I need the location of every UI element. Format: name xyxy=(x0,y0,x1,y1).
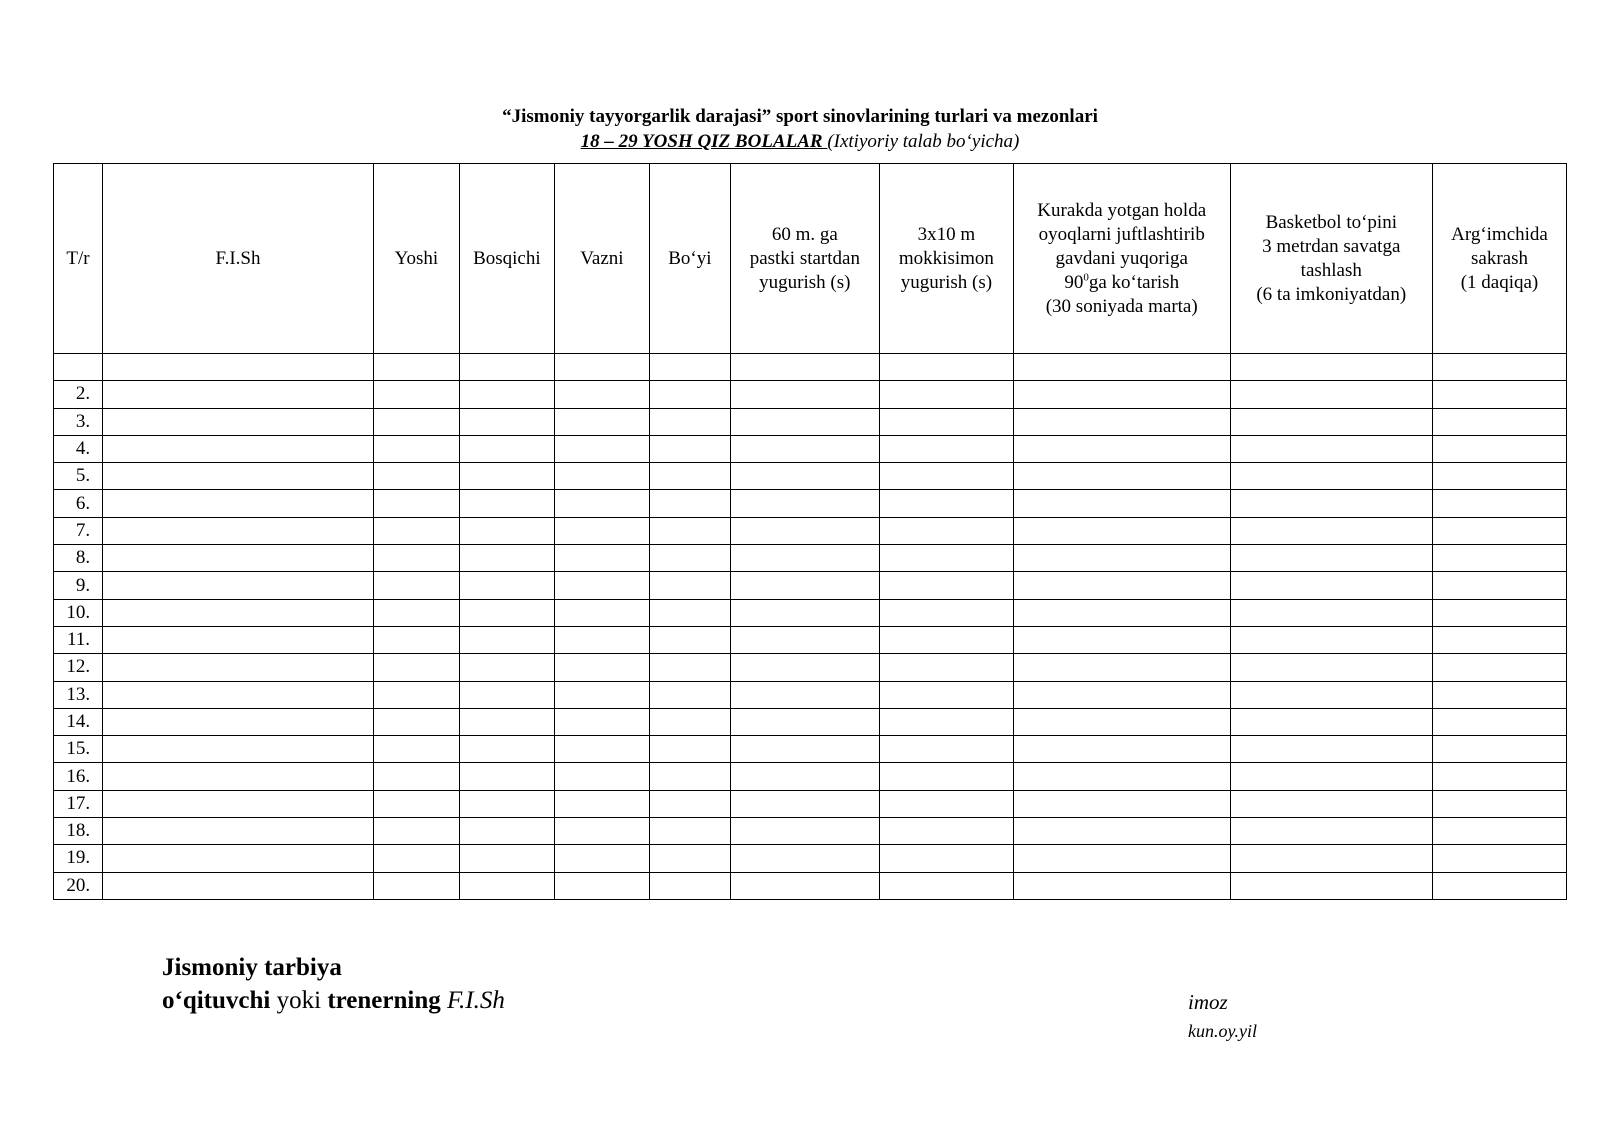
signature-label: imoz xyxy=(1188,990,1228,1014)
entry-cell[interactable] xyxy=(649,490,730,517)
entry-cell[interactable] xyxy=(373,708,459,735)
entry-cell[interactable] xyxy=(879,463,1013,490)
row-number: 16. xyxy=(54,763,103,790)
results-table xyxy=(53,163,1567,900)
entry-cell[interactable] xyxy=(879,708,1013,735)
table-row xyxy=(54,681,1567,708)
entry-cell[interactable] xyxy=(554,381,649,408)
header-sit-ups xyxy=(1013,164,1230,354)
entry-cell[interactable] xyxy=(649,381,730,408)
entry-cell[interactable] xyxy=(103,517,374,544)
entry-cell[interactable] xyxy=(373,845,459,872)
entry-cell[interactable] xyxy=(1013,654,1230,681)
entry-cell[interactable] xyxy=(1432,545,1566,572)
table-body xyxy=(54,354,1567,900)
entry-cell[interactable] xyxy=(1432,490,1566,517)
header-row xyxy=(54,164,1567,354)
entry-cell[interactable] xyxy=(1230,408,1432,435)
entry-cell[interactable] xyxy=(1432,517,1566,544)
entry-cell[interactable] xyxy=(1432,381,1566,408)
entry-cell[interactable] xyxy=(1230,517,1432,544)
entry-cell[interactable] xyxy=(459,872,554,899)
row-number: 4. xyxy=(54,435,103,462)
entry-cell[interactable] xyxy=(1432,435,1566,462)
row-number: 11. xyxy=(54,626,103,653)
entry-cell[interactable] xyxy=(1013,572,1230,599)
entry-cell[interactable] xyxy=(1432,736,1566,763)
row-number xyxy=(54,354,103,381)
table-row xyxy=(54,354,1567,381)
entry-cell[interactable] xyxy=(1230,545,1432,572)
degree-superscript: 0 xyxy=(1083,271,1089,284)
header-line: Arg‘imchida xyxy=(1451,223,1548,245)
entry-cell[interactable] xyxy=(459,381,554,408)
entry-cell[interactable] xyxy=(1432,354,1566,381)
entry-cell[interactable] xyxy=(554,463,649,490)
entry-cell[interactable] xyxy=(103,790,374,817)
entry-cell[interactable] xyxy=(1432,845,1566,872)
table-row xyxy=(54,381,1567,408)
entry-cell[interactable] xyxy=(649,435,730,462)
entry-cell[interactable] xyxy=(649,408,730,435)
entry-cell[interactable] xyxy=(103,435,374,462)
header-line: (1 daqiqa) xyxy=(1460,271,1539,293)
entry-cell[interactable] xyxy=(1230,599,1432,626)
entry-cell[interactable] xyxy=(103,463,374,490)
document-subtitle xyxy=(0,130,1600,154)
entry-cell[interactable] xyxy=(879,626,1013,653)
header-line-text: ga ko‘tarish xyxy=(1088,271,1180,293)
entry-cell[interactable] xyxy=(879,872,1013,899)
entry-cell[interactable] xyxy=(879,763,1013,790)
row-number: 2. xyxy=(54,381,103,408)
entry-cell[interactable] xyxy=(373,354,459,381)
table-row xyxy=(54,517,1567,544)
header-line: 3x10 m xyxy=(917,223,976,245)
entry-cell[interactable] xyxy=(649,736,730,763)
row-number: 8. xyxy=(54,545,103,572)
header-height: Bo‘yi xyxy=(649,164,730,354)
entry-cell[interactable] xyxy=(649,572,730,599)
entry-cell[interactable] xyxy=(1432,708,1566,735)
entry-cell[interactable] xyxy=(554,736,649,763)
header-line: 3 metrdan savatga xyxy=(1262,235,1401,257)
table-row xyxy=(54,599,1567,626)
entry-cell[interactable] xyxy=(554,599,649,626)
entry-cell[interactable] xyxy=(879,845,1013,872)
entry-cell[interactable] xyxy=(459,626,554,653)
entry-cell[interactable] xyxy=(649,708,730,735)
entry-cell[interactable] xyxy=(554,490,649,517)
entry-cell[interactable] xyxy=(879,381,1013,408)
entry-cell[interactable] xyxy=(649,463,730,490)
row-number: 15. xyxy=(54,736,103,763)
entry-cell[interactable] xyxy=(649,654,730,681)
entry-cell[interactable] xyxy=(103,599,374,626)
entry-cell[interactable] xyxy=(1230,381,1432,408)
entry-cell[interactable] xyxy=(103,545,374,572)
row-number: 17. xyxy=(54,790,103,817)
entry-cell[interactable] xyxy=(459,736,554,763)
entry-cell[interactable] xyxy=(554,354,649,381)
entry-cell[interactable] xyxy=(730,408,879,435)
signatory-block xyxy=(162,951,505,1017)
entry-cell[interactable] xyxy=(103,381,374,408)
header-line: oyoqlarni juftlashtirib xyxy=(1038,223,1205,245)
table-row xyxy=(54,763,1567,790)
table-row xyxy=(54,845,1567,872)
entry-cell[interactable] xyxy=(373,790,459,817)
entry-cell[interactable] xyxy=(373,736,459,763)
entry-cell[interactable] xyxy=(730,845,879,872)
entry-cell[interactable] xyxy=(649,681,730,708)
entry-cell[interactable] xyxy=(373,490,459,517)
entry-cell[interactable] xyxy=(1230,681,1432,708)
entry-cell[interactable] xyxy=(103,490,374,517)
entry-cell[interactable] xyxy=(1230,790,1432,817)
signatory-line-2 xyxy=(162,984,505,1017)
table-row xyxy=(54,572,1567,599)
row-number: 10. xyxy=(54,599,103,626)
entry-cell[interactable] xyxy=(730,572,879,599)
entry-cell[interactable] xyxy=(1013,517,1230,544)
entry-cell[interactable] xyxy=(1013,790,1230,817)
header-line: sakrash xyxy=(1471,247,1528,269)
header-line: tashlash xyxy=(1300,259,1362,281)
entry-cell[interactable] xyxy=(649,872,730,899)
degree-value: 90 xyxy=(1064,271,1084,293)
entry-cell[interactable] xyxy=(373,381,459,408)
entry-cell[interactable] xyxy=(649,517,730,544)
entry-cell[interactable] xyxy=(730,872,879,899)
entry-cell[interactable] xyxy=(1230,626,1432,653)
entry-cell[interactable] xyxy=(103,845,374,872)
entry-cell[interactable] xyxy=(730,654,879,681)
entry-cell[interactable] xyxy=(1432,463,1566,490)
entry-cell[interactable] xyxy=(103,872,374,899)
table-row xyxy=(54,736,1567,763)
entry-cell[interactable] xyxy=(649,354,730,381)
entry-cell[interactable] xyxy=(373,517,459,544)
entry-cell[interactable] xyxy=(373,626,459,653)
entry-cell[interactable] xyxy=(730,354,879,381)
header-age: Yoshi xyxy=(373,164,459,354)
entry-cell[interactable] xyxy=(554,790,649,817)
entry-cell[interactable] xyxy=(730,490,879,517)
entry-cell[interactable] xyxy=(879,681,1013,708)
entry-cell[interactable] xyxy=(879,736,1013,763)
entry-cell[interactable] xyxy=(459,654,554,681)
row-number: 7. xyxy=(54,517,103,544)
entry-cell[interactable] xyxy=(554,845,649,872)
entry-cell[interactable] xyxy=(730,463,879,490)
entry-cell[interactable] xyxy=(1432,599,1566,626)
header-number: T/r xyxy=(54,164,103,354)
header-line: (6 ta imkoniyatdan) xyxy=(1256,283,1407,305)
entry-cell[interactable] xyxy=(459,354,554,381)
entry-cell[interactable] xyxy=(459,599,554,626)
entry-cell[interactable] xyxy=(1013,463,1230,490)
row-number: 20. xyxy=(54,872,103,899)
entry-cell[interactable] xyxy=(103,408,374,435)
entry-cell[interactable] xyxy=(1013,626,1230,653)
entry-cell[interactable] xyxy=(1432,818,1566,845)
entry-cell[interactable] xyxy=(1013,872,1230,899)
entry-cell[interactable] xyxy=(1230,654,1432,681)
entry-cell[interactable] xyxy=(1013,381,1230,408)
header-line: (30 soniyada marta) xyxy=(1045,295,1198,317)
header-name: F.I.Sh xyxy=(103,164,374,354)
row-number: 3. xyxy=(54,408,103,435)
entry-cell[interactable] xyxy=(879,354,1013,381)
table-row xyxy=(54,654,1567,681)
entry-cell[interactable] xyxy=(554,572,649,599)
table-row xyxy=(54,708,1567,735)
entry-cell[interactable] xyxy=(373,818,459,845)
entry-cell[interactable] xyxy=(373,408,459,435)
entry-cell[interactable] xyxy=(730,818,879,845)
table-row xyxy=(54,545,1567,572)
entry-cell[interactable] xyxy=(649,845,730,872)
entry-cell[interactable] xyxy=(459,545,554,572)
header-stage: Bosqichi xyxy=(459,164,554,354)
entry-cell[interactable] xyxy=(459,435,554,462)
entry-cell[interactable] xyxy=(103,708,374,735)
entry-cell[interactable] xyxy=(730,790,879,817)
header-shuttle-run xyxy=(879,164,1013,354)
entry-cell[interactable] xyxy=(554,517,649,544)
entry-cell[interactable] xyxy=(103,572,374,599)
entry-cell[interactable] xyxy=(373,872,459,899)
entry-cell[interactable] xyxy=(730,681,879,708)
entry-cell[interactable] xyxy=(879,545,1013,572)
entry-cell[interactable] xyxy=(1230,490,1432,517)
entry-cell[interactable] xyxy=(103,681,374,708)
entry-cell[interactable] xyxy=(649,599,730,626)
entry-cell[interactable] xyxy=(1013,736,1230,763)
entry-cell[interactable] xyxy=(1230,354,1432,381)
header-line: 60 m. ga xyxy=(771,223,838,245)
header-basketball xyxy=(1230,164,1432,354)
header-line: yugurish (s) xyxy=(900,271,993,293)
entry-cell[interactable] xyxy=(554,763,649,790)
entry-cell[interactable] xyxy=(879,572,1013,599)
table-row xyxy=(54,626,1567,653)
entry-cell[interactable] xyxy=(554,545,649,572)
header-line: mokkisimon xyxy=(898,247,994,269)
entry-cell[interactable] xyxy=(730,435,879,462)
entry-cell[interactable] xyxy=(103,654,374,681)
table-row xyxy=(54,872,1567,899)
entry-cell[interactable] xyxy=(1230,708,1432,735)
entry-cell[interactable] xyxy=(373,599,459,626)
coach-label: trenerning xyxy=(327,987,441,1014)
row-number: 6. xyxy=(54,490,103,517)
entry-cell[interactable] xyxy=(1013,599,1230,626)
entry-cell[interactable] xyxy=(459,681,554,708)
entry-cell[interactable] xyxy=(1432,763,1566,790)
entry-cell[interactable] xyxy=(373,463,459,490)
entry-cell[interactable] xyxy=(459,517,554,544)
entry-cell[interactable] xyxy=(1230,572,1432,599)
entry-cell[interactable] xyxy=(879,435,1013,462)
entry-cell[interactable] xyxy=(1013,408,1230,435)
table-row xyxy=(54,463,1567,490)
entry-cell[interactable] xyxy=(1432,681,1566,708)
entry-cell[interactable] xyxy=(649,763,730,790)
entry-cell[interactable] xyxy=(879,517,1013,544)
entry-cell[interactable] xyxy=(1432,408,1566,435)
entry-cell[interactable] xyxy=(1013,845,1230,872)
entry-cell[interactable] xyxy=(459,463,554,490)
entry-cell[interactable] xyxy=(459,790,554,817)
entry-cell[interactable] xyxy=(1013,545,1230,572)
entry-cell[interactable] xyxy=(373,681,459,708)
entry-cell[interactable] xyxy=(879,790,1013,817)
header-line: pastki startdan xyxy=(749,247,860,269)
entry-cell[interactable] xyxy=(1013,354,1230,381)
row-number: 13. xyxy=(54,681,103,708)
entry-cell[interactable] xyxy=(879,599,1013,626)
entry-cell[interactable] xyxy=(554,818,649,845)
entry-cell[interactable] xyxy=(554,654,649,681)
entry-cell[interactable] xyxy=(103,354,374,381)
entry-cell[interactable] xyxy=(730,626,879,653)
signatory-title: Jismoniy tarbiya xyxy=(162,954,342,981)
row-number: 18. xyxy=(54,818,103,845)
entry-cell[interactable] xyxy=(554,435,649,462)
entry-cell[interactable] xyxy=(554,708,649,735)
entry-cell[interactable] xyxy=(459,408,554,435)
table-row xyxy=(54,490,1567,517)
entry-cell[interactable] xyxy=(103,818,374,845)
entry-cell[interactable] xyxy=(373,572,459,599)
entry-cell[interactable] xyxy=(554,626,649,653)
entry-cell[interactable] xyxy=(879,490,1013,517)
entry-cell[interactable] xyxy=(103,626,374,653)
entry-cell[interactable] xyxy=(1013,708,1230,735)
entry-cell[interactable] xyxy=(1013,818,1230,845)
age-group: 18 – 29 YOSH QIZ BOLALAR xyxy=(580,131,828,152)
entry-cell[interactable] xyxy=(1432,626,1566,653)
header-60m-run xyxy=(730,164,879,354)
entry-cell[interactable] xyxy=(1013,763,1230,790)
entry-cell[interactable] xyxy=(103,763,374,790)
signatory-line-1 xyxy=(162,951,505,984)
fish-label: F.I.Sh xyxy=(440,987,505,1014)
header-line: gavdani yuqoriga xyxy=(1055,247,1188,269)
entry-cell[interactable] xyxy=(554,408,649,435)
row-number: 19. xyxy=(54,845,103,872)
teacher-label: o‘qituvchi xyxy=(162,987,271,1014)
header-line: yugurish (s) xyxy=(759,271,851,293)
entry-cell[interactable] xyxy=(373,654,459,681)
entry-cell[interactable] xyxy=(1432,572,1566,599)
entry-cell[interactable] xyxy=(649,545,730,572)
entry-cell[interactable] xyxy=(459,572,554,599)
row-number: 14. xyxy=(54,708,103,735)
entry-cell[interactable] xyxy=(1230,818,1432,845)
row-number: 12. xyxy=(54,654,103,681)
table-row xyxy=(54,435,1567,462)
entry-cell[interactable] xyxy=(1230,435,1432,462)
entry-cell[interactable] xyxy=(103,736,374,763)
header-line: Basketbol to‘pini xyxy=(1265,211,1397,233)
entry-cell[interactable] xyxy=(649,818,730,845)
entry-cell[interactable] xyxy=(1230,845,1432,872)
entry-cell[interactable] xyxy=(459,490,554,517)
document-title: “Jismoniy tayyorgarlik darajasi” sport sinovlarining turlari va mezonlari xyxy=(502,106,1098,127)
entry-cell[interactable] xyxy=(879,408,1013,435)
entry-cell[interactable] xyxy=(1432,872,1566,899)
or-label: yoki xyxy=(270,987,328,1014)
row-number: 5. xyxy=(54,463,103,490)
entry-cell[interactable] xyxy=(373,763,459,790)
entry-cell[interactable] xyxy=(373,435,459,462)
entry-cell[interactable] xyxy=(373,545,459,572)
entry-cell[interactable] xyxy=(1230,763,1432,790)
entry-cell[interactable] xyxy=(879,654,1013,681)
entry-cell[interactable] xyxy=(730,381,879,408)
date-label: kun.oy.yil xyxy=(1188,1021,1257,1041)
entry-cell[interactable] xyxy=(730,708,879,735)
entry-cell[interactable] xyxy=(459,763,554,790)
entry-cell[interactable] xyxy=(1230,872,1432,899)
table-row xyxy=(54,408,1567,435)
entry-cell[interactable] xyxy=(1432,654,1566,681)
entry-cell[interactable] xyxy=(1013,681,1230,708)
table-row xyxy=(54,790,1567,817)
subtitle-note: (Ixtiyoriy talab bo‘yicha) xyxy=(827,131,1020,152)
entry-cell[interactable] xyxy=(554,872,649,899)
entry-cell[interactable] xyxy=(649,626,730,653)
entry-cell[interactable] xyxy=(1432,790,1566,817)
entry-cell[interactable] xyxy=(730,763,879,790)
entry-cell[interactable] xyxy=(554,681,649,708)
header-line: Kurakda yotgan holda xyxy=(1037,199,1207,221)
entry-cell[interactable] xyxy=(730,736,879,763)
entry-cell[interactable] xyxy=(649,790,730,817)
row-number: 9. xyxy=(54,572,103,599)
entry-cell[interactable] xyxy=(730,599,879,626)
entry-cell[interactable] xyxy=(879,818,1013,845)
header-weight: Vazni xyxy=(554,164,649,354)
entry-cell[interactable] xyxy=(1230,463,1432,490)
table-row xyxy=(54,818,1567,845)
entry-cell[interactable] xyxy=(459,818,554,845)
entry-cell[interactable] xyxy=(1230,736,1432,763)
entry-cell[interactable] xyxy=(730,517,879,544)
entry-cell[interactable] xyxy=(459,845,554,872)
entry-cell[interactable] xyxy=(459,708,554,735)
header-line xyxy=(1014,271,1230,295)
header-jump-rope xyxy=(1432,164,1566,354)
entry-cell[interactable] xyxy=(1013,435,1230,462)
entry-cell[interactable] xyxy=(730,545,879,572)
entry-cell[interactable] xyxy=(1013,490,1230,517)
